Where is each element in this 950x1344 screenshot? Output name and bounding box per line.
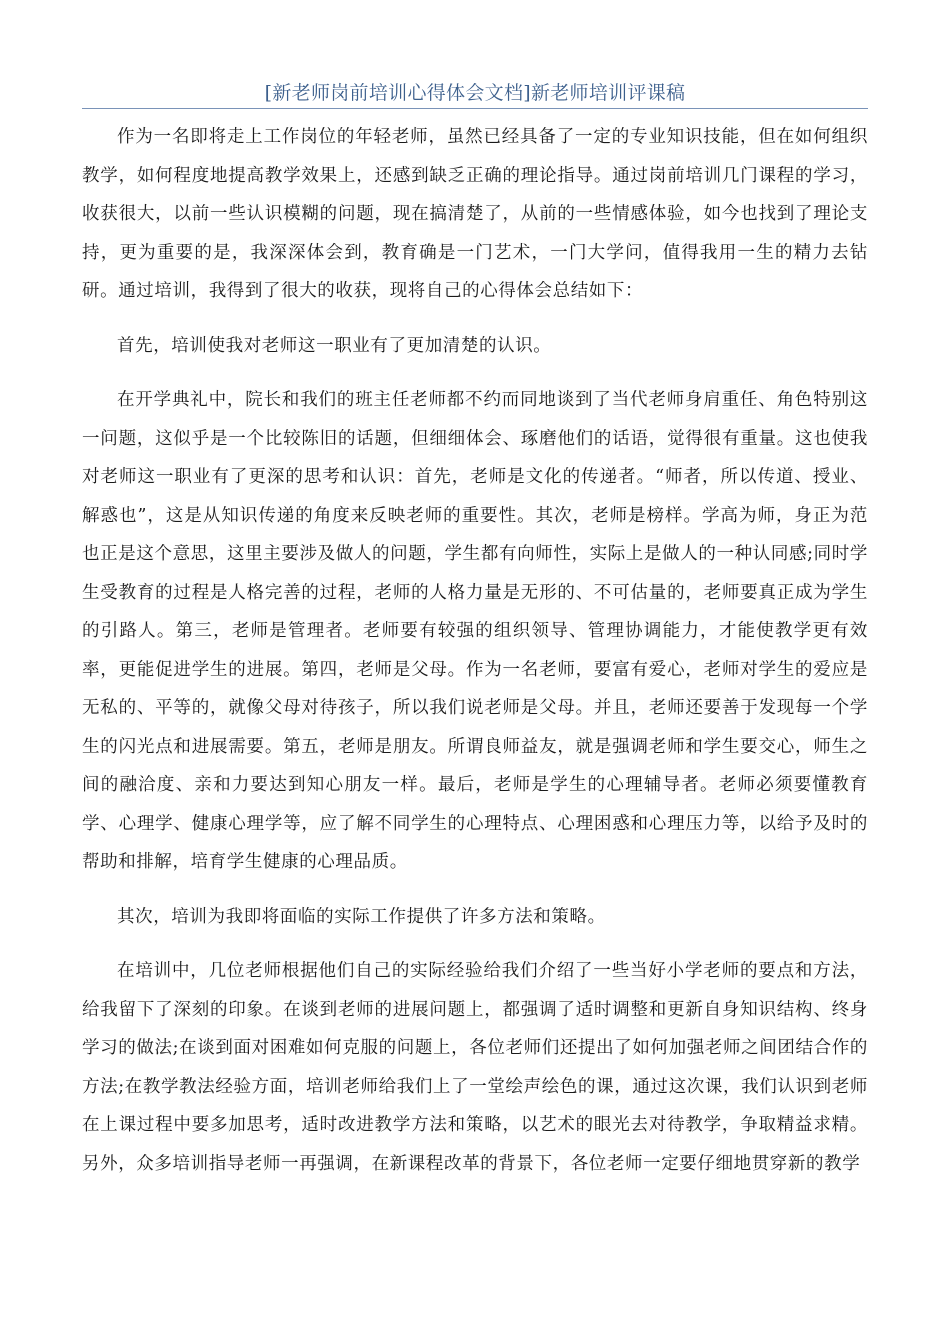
header-divider (82, 108, 868, 109)
paragraph-methods: 在培训中，几位老师根据他们自己的实际经验给我们介绍了一些当好小学老师的要点和方法，给我留下了深刻的印象。在谈到老师的进展问题上，都强调了适时调整和更新自身知识结构、终身学习的做法;在谈到面对困难如何克服的问题上，各位老师们还提出了如何加强老师之间团结合作的方法;在教学教法经验方面，培训老师给我们上了一堂绘声绘色的课，通过这次课，我们认识到老师在上课过程中要多加思考，适时改进教学方法和策略，以艺术的眼光去对待教学，争取精益求精。另外，众多培训指导老师一再强调，在新课程改革的背景下，各位老师一定要仔细地贯穿新的教学 (82, 961, 868, 1174)
document-body (82, 118, 868, 1199)
document-title: [新老师岗前培训心得体会文档]新老师培训评课稿 (264, 82, 686, 104)
paragraph-first-point: 首先，培训使我对老师这一职业有了更加清楚的认识。 (117, 335, 552, 356)
paragraph-intro: 作为一名即将走上工作岗位的年轻老师，虽然已经具备了一定的专业知识技能，但在如何组织教学，如何程度地提高教学效果上，还感到缺乏正确的理论指导。通过岗前培训几门课程的学习，收获很大，以前一些认识模糊的问题，现在搞清楚了，从前的一些情感体验，如今也找到了理论支持，更为重要的是，我深深体会到，教育确是一门艺术，一门大学问，值得我用一生的精力去钻研。通过培训，我得到了很大的收获，现将自己的心得体会总结如下： (82, 127, 868, 301)
paragraph-teacher-roles: 在开学典礼中，院长和我们的班主任老师都不约而同地谈到了当代老师身肩重任、角色特别这一问题，这似乎是一个比较陈旧的话题，但细细体会、琢磨他们的话语，觉得很有重量。这也使我对老师这一职业有了更深的思考和认识：首先，老师是文化的传递者。“师者，所以传道、授业、解惑也”，这是从知识传递的角度来反映老师的重要性。其次，老师是榜样。学高为师，身正为范也正是这个意思，这里主要涉及做人的问题，学生都有向师性，实际上是做人的一种认同感;同时学生受教育的过程是人格完善的过程，老师的人格力量是无形的、不可估量的，老师要真正成为学生的引路人。第三，老师是管理者。老师要有较强的组织领导、管理协调能力，才能使教学更有效率，更能促进学生的进展。第四，老师是父母。作为一名老师，要富有爱心，老师对学生的爱应是无私的、平等的，就像父母对待孩子，所以我们说老师是父母。并且，老师还要善于发现每一个学生的闪光点和进展需要。第五，老师是朋友。所谓良师益友，就是强调老师和学生要交心，师生之间的融洽度、亲和力要达到知心朋友一样。最后，老师是学生的心理辅导者。老师必须要懂教育学、心理学、健康心理学等，应了解不同学生的心理特点、心理困惑和心理压力等，以给予及时的帮助和排解，培育学生健康的心理品质。 (82, 390, 868, 872)
paragraph-second-point: 其次，培训为我即将面临的实际工作提供了许多方法和策略。 (117, 906, 606, 927)
